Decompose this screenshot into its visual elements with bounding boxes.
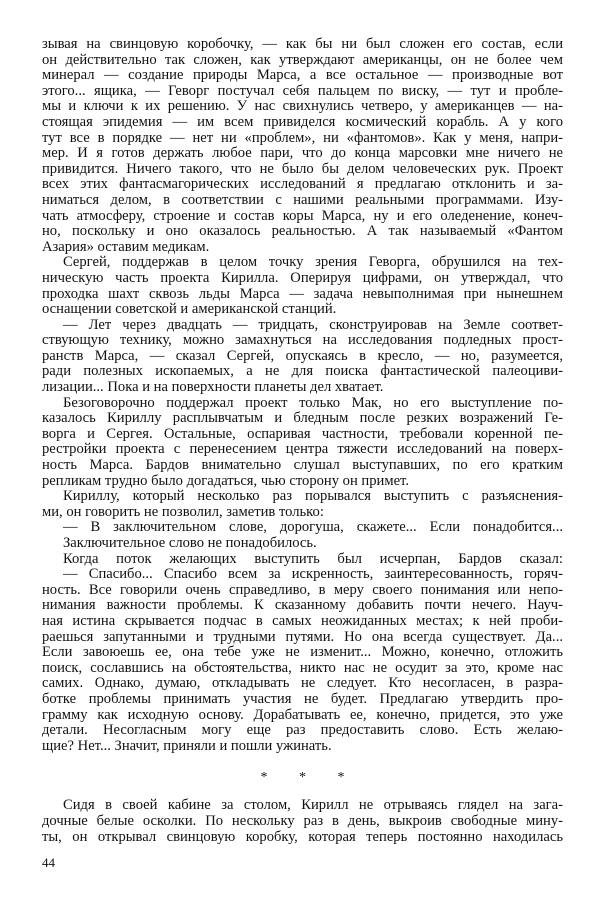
text-line: рестройки проекта с перенесением центра тяжести исследований на поверх- bbox=[42, 441, 563, 458]
text-line: ботке проблемы принимать участия не будет. Предлагаю утвердить про- bbox=[42, 690, 563, 707]
page-number: 44 bbox=[42, 855, 55, 870]
section-break: * * * bbox=[260, 770, 359, 786]
text-line: мы и ключи к их решению. У нас свихнулись четверо, у американцев — на- bbox=[42, 98, 563, 115]
text-line: Если завоюешь ее, она тебе уже не изменит... Можно, конечно, отложить bbox=[42, 644, 563, 661]
text-line: этого... ящика, — Геворг постучал себя пальцем по виску, — тут и пробле- bbox=[42, 82, 563, 99]
text-line: привидится. Ничего такого, что не было бы делом человеческих рук. Проект bbox=[42, 160, 563, 177]
paragraph bbox=[42, 37, 563, 255]
text-line: ворга и Сергея. Остальные, оспаривая частности, требовали коренной пе- bbox=[42, 425, 563, 442]
paragraph bbox=[42, 536, 563, 552]
text-line: он действительно так сложен, как утверждают американцы, он не более чем bbox=[42, 51, 563, 68]
text-line: Сергей, поддержав в целом точку зрения Геворга, обрушился на тех- bbox=[63, 254, 563, 271]
text-line: поиск, сославшись на обстоятельства, никто нас не осудит за это, кроме нас bbox=[42, 659, 563, 676]
text-line: ми, он говорить не позволил, заметив только: bbox=[42, 503, 324, 520]
text-line: тут все в порядке — нет ни «проблем», ни «фантомов». Как у меня, напри- bbox=[42, 129, 563, 146]
text-line: Заключительное слово не понадобилось. bbox=[63, 535, 317, 551]
text-line: — Лет через двадцать — тридцать, сконструировав на Земле соответ- bbox=[63, 316, 563, 333]
page-body bbox=[42, 37, 563, 845]
paragraph bbox=[42, 255, 563, 317]
text-line: но, поскольку и оно оказалось реальностью. А так называемый «Фантом bbox=[42, 223, 563, 240]
text-line: оснащении советской и американской станций. bbox=[42, 301, 337, 318]
text-line: Когда поток желающих выступить был исчерпан, Бардов сказал: bbox=[63, 550, 563, 567]
text-line: минерал — создание природы Марса, а все остальное — производные вот bbox=[42, 67, 563, 84]
text-line: ствующую технику, можно замахнуться на исследования подледных прост- bbox=[42, 332, 563, 349]
text-line: нимания важности проблемы. К сказанному добавить почти нечего. Науч- bbox=[42, 597, 563, 614]
text-line: зывая на свинцовую коробочку, — как бы ни был сложен его состав, если bbox=[42, 36, 563, 52]
text-line: щие? Нет... Значит, приняли и пошли ужинать. bbox=[42, 737, 332, 754]
text-line: ты, он открывал свинцовую коробку, которая теперь постоянно находилась bbox=[42, 828, 563, 845]
text-line: ность. Все говорили очень справедливо, в меру своего понимания или непо- bbox=[42, 581, 563, 598]
text-line: чать атмосферу, строение и состав коры Марса, ну и его оледенение, конеч- bbox=[42, 207, 563, 224]
text-line: дочные белые осколки. По нескольку раз в день, выкроив свободные мину- bbox=[42, 812, 563, 829]
text-line: репликам трудно было догадаться, чью сторону он примет. bbox=[42, 472, 409, 489]
paragraph bbox=[42, 520, 563, 536]
text-line: раешься запутанными и трудными путями. Но она всегда существует. Да... bbox=[42, 628, 563, 645]
text-line: ность Марса. Бардов внимательно слушал выступавших, по его кратким bbox=[42, 457, 563, 474]
text-line: Безоговорочно поддержал проект только Мак, но его выступление по- bbox=[63, 394, 563, 411]
text-line: детали. Несогласным могу еще раз предоставить слово. Есть желаю- bbox=[42, 722, 563, 739]
text-line: ранств Марса, — сказал Сергей, опускаясь в кресло, — но, разумеется, bbox=[42, 347, 563, 364]
paragraph bbox=[42, 798, 563, 845]
text-line: казалось Кириллу расплывчатым и бледным после резких возражений Ге- bbox=[42, 410, 563, 427]
text-line: ради полезных ископаемых, а не для поиска фантастической палеоциви- bbox=[42, 363, 563, 380]
paragraph bbox=[42, 396, 563, 490]
text-before-break bbox=[42, 37, 563, 754]
text-line: ниматься делом, в соответствии с нашими реальными программами. Изу- bbox=[42, 191, 563, 208]
text-line: ническую часть проекта Кирилла. Оперируя цифрами, он утверждал, что bbox=[42, 269, 563, 286]
paragraph bbox=[42, 567, 563, 754]
text-line: мер. И я готов держать любое пари, что до конца марсовки мне ничего не bbox=[42, 145, 563, 162]
text-line: — Спасибо... Спасибо всем за искренность, заинтересованность, горяч- bbox=[63, 566, 563, 583]
text-line: всех этих фантасмагорических исследований я предлагаю отклонить и за- bbox=[42, 176, 563, 193]
text-after-break bbox=[42, 798, 563, 845]
paragraph bbox=[42, 552, 563, 568]
text-line: Кириллу, который несколько раз порывался выступить с разъяснения- bbox=[63, 488, 563, 505]
paragraph bbox=[42, 318, 563, 396]
text-line: ная истина скрывается подчас в самых неожиданных местах; к ней проби- bbox=[42, 612, 563, 629]
text-line: грамму как исходную основу. Дорабатывать ее, конечно, придется, это уже bbox=[42, 706, 563, 723]
text-line: Азария» оставим медикам. bbox=[42, 238, 210, 255]
text-line: лизации... Пока и на поверхности планеты дел хватает. bbox=[42, 379, 384, 396]
paragraph bbox=[42, 489, 563, 520]
text-line: стоящая эпидемия — им всем привиделся космический корабль. А у кого bbox=[42, 113, 563, 130]
text-line: Сидя в своей кабине за столом, Кирилл не отрываясь глядел на зага- bbox=[63, 797, 563, 814]
text-line: — В заключительном слове, дорогуша, скажете... Если понадобится... bbox=[63, 519, 563, 536]
text-line: проходка шахт сквозь льды Марса — задача невыполнимая при нынешнем bbox=[42, 285, 563, 302]
text-line: самих. Однако, думаю, откладывать не следует. Кто несогласен, в разра- bbox=[42, 675, 563, 692]
